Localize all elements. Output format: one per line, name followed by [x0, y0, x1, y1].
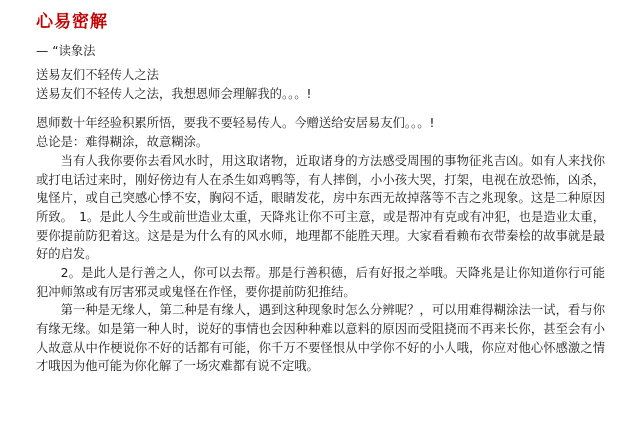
- paragraph-line1: — “读象法: [36, 44, 96, 59]
- paragraph-body-2: 2。是此人是行善之人，你可以去帮。那是行善积德，后有好报之举哦。天降兆是让你知道你行可能犯冲师煞或有厉害邪灵或鬼怪在作怪，要你提前防犯推结。: [36, 265, 605, 299]
- page-title: 心易密解: [36, 12, 108, 32]
- paragraph-body-1: 当有人我你要你去看风水时，用这取诸物，近取诸身的方法感受周围的事物征兆吉凶。如有人来找你或打电话过来时，刚好傍边有人在杀生如鸡鸭等，有人摔倒，小小孩大哭，打架，电视在放恐怖，凶杀，鬼怪片，或自己突感心悸不安，胸闷不适，眼睛发花，房中东西无故掉落等不吉之兆现象。这是二种原因所致。 1。是此人今生或前世造业太重，天降兆让你不可主意，或是帮冲有克或有冲犯，也是造业太重，要你提前防犯着这。这是是为什么有的风水师，地理都不能胜天理。大家看看赖布衣带秦桧的故事就是最好的启发。: [36, 153, 605, 262]
- paragraph-line2: 送易友们不轻传人之法: [36, 68, 159, 83]
- document-body: [36, 42, 605, 376]
- spacer: [36, 103, 605, 114]
- paragraph-line5: 总论是：难得糊涂，故意糊涂。: [36, 135, 209, 150]
- paragraph-line3: 送易友们不轻传人之法，我想恩师会理解我的。。。!: [36, 86, 312, 101]
- paragraph-body-3: 第一种是无缘人，第二种是有缘人，遇到这种现象时怎么分辨呢？，可以用难得糊涂法一试，看与你有缘无缘。如是第一种人时，说好的事情也会因种种难以意料的原因而受阻挠而不再来长你，甚至会有小人故意从中作梗说你不好的话都有可能，你千万不要怪恨从中学你不好的小人哦，你应对他心怀感激之情才哦因为他可能为你化解了一场灾难都有说不定哦。: [36, 303, 605, 374]
- paragraph-line4: 恩师数十年经验积累所悟，要我不要轻易传人。今赠送给安居易友们。。。!: [36, 116, 435, 131]
